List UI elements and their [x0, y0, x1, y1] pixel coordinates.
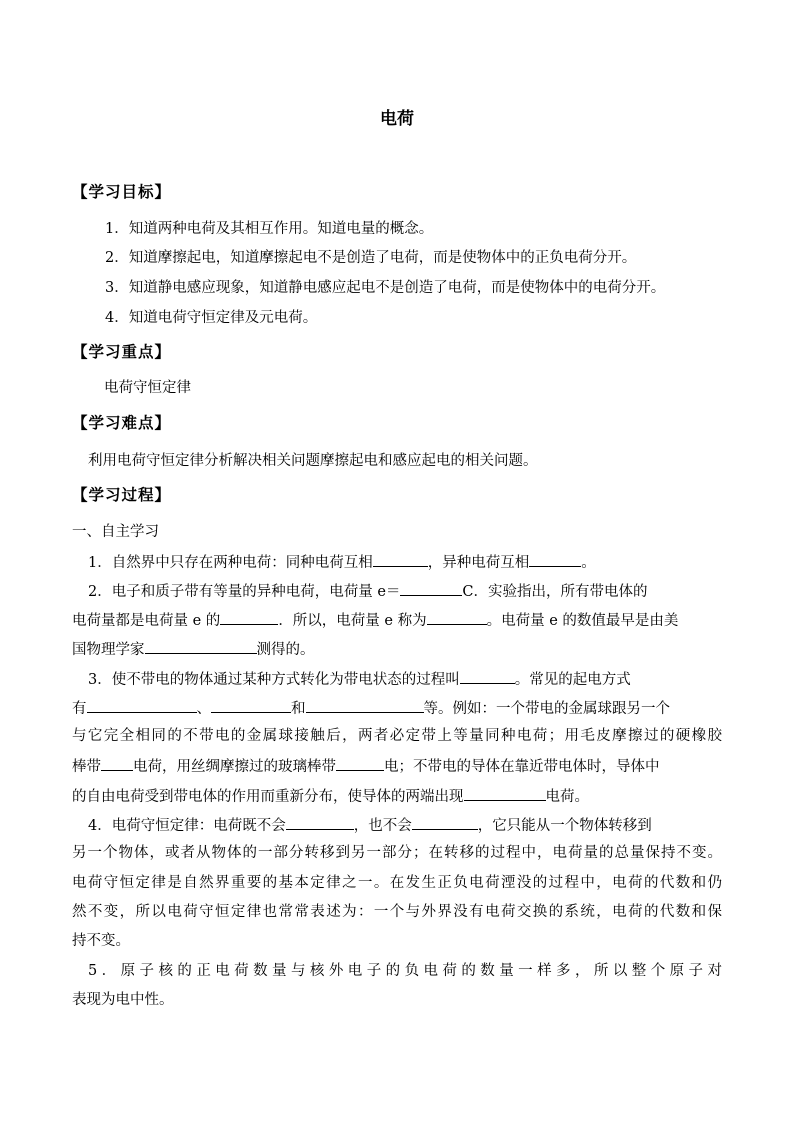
q2-text: 。电荷量 e 的数值最早是由美 [486, 613, 679, 629]
q4-text: ，也不会 [353, 818, 412, 834]
question-4-line-5: 持不变。 [72, 933, 130, 949]
question-2-line-3 [72, 638, 315, 660]
answer-blank[interactable] [427, 609, 487, 625]
answer-blank[interactable] [145, 638, 257, 654]
answer-blank[interactable] [412, 814, 478, 830]
q1-text-c: 。 [581, 555, 596, 571]
q2-text: 2．电子和质子带有等量的异种电荷，电荷量 e＝ [88, 584, 401, 600]
difficulty-heading: 【学习难点】 [72, 414, 172, 432]
answer-blank[interactable] [211, 697, 291, 713]
goal-item-3: 3．知道静电感应现象，知道静电感应起电不是创造了电荷，而是使物体中的电荷分开。 [105, 280, 666, 296]
process-subheading: 一、自主学习 [72, 524, 159, 540]
question-3-line-5 [72, 785, 589, 807]
key-heading: 【学习重点】 [72, 343, 172, 361]
question-2-line-1 [88, 580, 648, 602]
question-3-line-4 [72, 755, 660, 777]
question-2-line-2 [72, 609, 678, 631]
q3-text: 。常见的起电方式 [514, 672, 631, 688]
q3-text: 棒带 [72, 759, 101, 775]
answer-blank[interactable] [373, 551, 428, 567]
q3-text: 的自由电荷受到带电体的作用而重新分布，使导体的两端出现 [72, 789, 464, 805]
goal-item-4: 4．知道电荷守恒定律及元电荷。 [105, 310, 318, 326]
answer-blank[interactable] [306, 697, 424, 713]
q3-text: 3．使不带电的物体通过某种方式转化为带电状态的过程叫 [88, 672, 460, 688]
question-4-line-3: 电荷守恒定律是自然界重要的基本定律之一。在发生正负电荷湮没的过程中，电荷的代数和仍 [72, 875, 722, 891]
q1-text-a: 1．自然界中只存在两种电荷：同种电荷互相 [88, 555, 373, 571]
question-3-line-3: 与它完全相同的不带电的金属球接触后，两者必定带上等量同种电荷；用毛皮摩擦过的硬橡胶 [72, 728, 722, 744]
goal-item-2: 2．知道摩擦起电，知道摩擦起电不是创造了电荷，而是使物体中的正负电荷分开。 [105, 250, 637, 266]
answer-blank[interactable] [464, 785, 546, 801]
answer-blank[interactable] [220, 609, 278, 625]
q2-text: C．实验指出，所有带电体的 [462, 584, 648, 600]
q3-text: 电荷，用丝绸摩擦过的玻璃棒带 [133, 759, 336, 775]
goals-heading: 【学习目标】 [72, 183, 172, 201]
key-text: 电荷守恒定律 [104, 380, 191, 396]
question-4-line-1 [88, 814, 652, 836]
q3-text: 电荷。 [545, 789, 589, 805]
q3-text: 、 [196, 701, 211, 717]
question-5-line-1: 5．原子核的正电荷数量与核外电子的负电荷的数量一样多，所以整个原子对 [88, 963, 722, 979]
q3-text: 和 [291, 701, 306, 717]
answer-blank[interactable] [101, 755, 133, 771]
answer-blank[interactable] [460, 668, 515, 684]
goal-item-1: 1．知道两种电荷及其相互作用。知道电量的概念。 [105, 221, 434, 237]
question-4-line-2: 另一个物体，或者从物体的一部分转移到另一部分；在转移的过程中，电荷量的总量保持不变。 [72, 845, 722, 861]
answer-blank[interactable] [400, 580, 462, 596]
question-3-line-1 [88, 668, 631, 690]
answer-blank[interactable] [529, 551, 581, 567]
q4-text: ，它只能从一个物体转移到 [477, 818, 652, 834]
question-1 [88, 551, 596, 573]
answer-blank[interactable] [336, 755, 384, 771]
question-3-line-2 [72, 697, 670, 719]
q3-text: 等。例如：一个带电的金属球跟另一个 [423, 701, 670, 717]
q4-text: 4．电荷守恒定律：电荷既不会 [88, 818, 286, 834]
q3-text: 有 [72, 701, 87, 717]
q2-text: 电荷量都是电荷量 e 的 [72, 613, 221, 629]
q2-text: ．所以，电荷量 e 称为 [278, 613, 427, 629]
process-heading: 【学习过程】 [72, 486, 172, 504]
question-4-line-4: 然不变，所以电荷守恒定律也常常表述为：一个与外界没有电荷交换的系统，电荷的代数和保 [72, 904, 722, 920]
q3-text: 电；不带电的导体在靠近带电体时，导体中 [384, 759, 660, 775]
answer-blank[interactable] [87, 697, 197, 713]
difficulty-text: 利用电荷守恒定律分析解决相关问题摩擦起电和感应起电的相关问题。 [88, 453, 538, 469]
q1-text-b: ，异种电荷互相 [427, 555, 530, 571]
page-title: 电荷 [380, 109, 414, 129]
q2-text: 国物理学家 [72, 642, 145, 658]
q2-text: 测得的。 [256, 642, 315, 658]
answer-blank[interactable] [286, 814, 354, 830]
question-5-line-2: 表现为电中性。 [72, 992, 174, 1008]
